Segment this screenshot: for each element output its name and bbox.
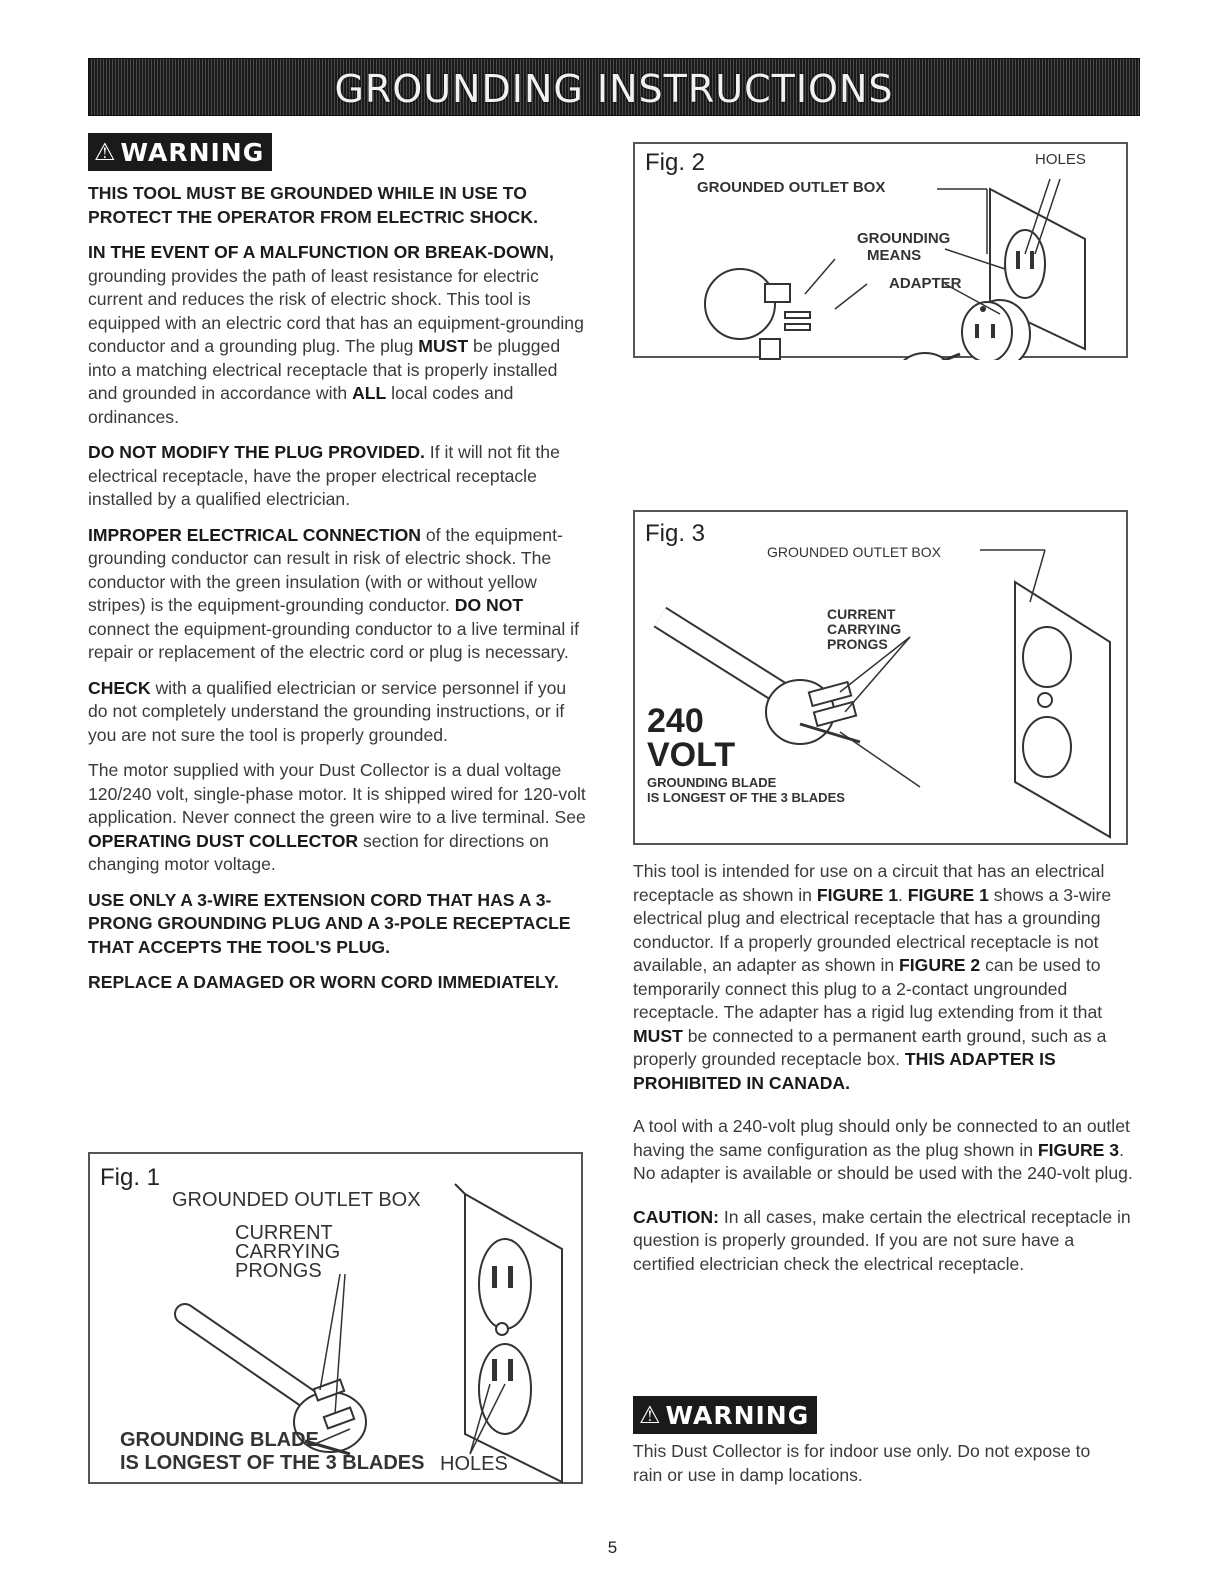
check-heading: CHECK	[88, 677, 151, 698]
figure-1-ref-2: FIGURE 1	[907, 884, 989, 905]
fig3-blade-label-1: GROUNDING BLADE	[647, 775, 777, 790]
caution-heading: CAUTION:	[633, 1206, 720, 1227]
improper-connection-heading: IMPROPER ELECTRICAL CONNECTION	[88, 524, 421, 545]
check-paragraph	[88, 677, 588, 748]
do-not-emphasis: DO NOT	[454, 595, 524, 615]
title-banner	[88, 58, 1140, 116]
adapter-text-2: .	[898, 884, 908, 905]
adapter-text-3: shows a 3-wire electrical plug and electrical receptacle that has a grounding conductor. If a properly grounded electrical receptacle is not available, an adapter as shown in	[633, 884, 1112, 975]
motor-paragraph	[88, 759, 588, 877]
malfunction-text-2: be plugged into a matching electrical receptacle that is properly installed and grounded in accordance with	[88, 336, 561, 403]
fig3-prongs-label: CURRENT CARRYING PRONGS	[827, 606, 902, 652]
modify-plug-paragraph	[88, 441, 588, 512]
warning-label-2: WARNING	[665, 1400, 810, 1430]
caution-paragraph	[633, 1206, 1133, 1277]
fig1-outlet-box-label: GROUNDED OUTLET BOX	[172, 1189, 421, 1211]
figure-3-ref: FIGURE 3	[1037, 1139, 1120, 1160]
left-column	[88, 182, 588, 1007]
malfunction-text: grounding provides the path of least resistance for electric current and reduces the risk of electric shock. This tool is equipped with an electric cord that has an equipment-grounding conductor and a grounding plug. The plug	[88, 265, 584, 356]
adapter-text-5: be connected to a permanent earth ground, such as a properly grounded receptacle box.	[633, 1025, 1107, 1069]
fig3-volt-word: VOLT	[647, 736, 736, 774]
canada-prohibition: THIS ADAPTER IS PROHIBITED IN CANADA.	[633, 1049, 1056, 1093]
fig1-holes-label: HOLES	[440, 1453, 508, 1475]
fig1-prongs-label: CURRENT CARRYING PRONGS	[235, 1222, 341, 1282]
figure-3	[633, 510, 1128, 845]
figure-3-label: Fig. 3	[645, 520, 706, 547]
fig2-means-label: MEANS	[867, 247, 922, 264]
must-emphasis-2: MUST	[633, 1025, 683, 1046]
improper-connection-text-2: connect the equipment-grounding conductor to a live terminal if repair or replacement of the electric cord or plug is necessary.	[88, 618, 579, 662]
malfunction-paragraph	[88, 241, 588, 429]
figure-2-label: Fig. 2	[645, 149, 706, 176]
warning-triangle-icon: ⚠	[94, 138, 117, 166]
operating-section-ref: OPERATING DUST COLLECTOR	[88, 830, 359, 851]
replace-cord-text: REPLACE A DAMAGED OR WORN CORD IMMEDIATELY.	[88, 972, 559, 992]
warning-triangle-icon: ⚠	[639, 1401, 662, 1429]
indoor-use-block	[633, 1440, 1113, 1499]
all-emphasis: ALL	[352, 383, 387, 403]
fig3-outlet-box-label: GROUNDED OUTLET BOX	[767, 544, 941, 560]
figure-1	[88, 1152, 583, 1484]
modify-plug-heading: DO NOT MODIFY THE PLUG PROVIDED.	[88, 442, 425, 462]
fig2-adapter-label: ADAPTER	[889, 275, 962, 292]
figure-2-ref: FIGURE 2	[899, 955, 981, 975]
page-title: GROUNDING INSTRUCTIONS	[334, 67, 894, 111]
malfunction-text-3: local codes and ordinances.	[88, 383, 514, 427]
improper-connection-paragraph	[88, 524, 588, 665]
volt-240-text: A tool with a 240-volt plug should only be connected to an outlet having the same configuration as the plug shown in	[633, 1116, 1130, 1160]
motor-text-2: section for directions on changing motor voltage.	[88, 830, 549, 874]
warning-badge	[88, 133, 272, 171]
fig3-volt-number: 240	[647, 702, 704, 740]
fig3-blade-label-2: IS LONGEST OF THE 3 BLADES	[647, 790, 845, 805]
caution-text: In all cases, make certain the electrical receptacle in question is properly grounded. If you are not sure have a certified electrician check the electrical receptacle.	[633, 1206, 1131, 1274]
fig1-blade-label-2: IS LONGEST OF THE 3 BLADES	[120, 1452, 425, 1474]
warning-badge-2	[633, 1396, 817, 1434]
page-number: 5	[607, 1538, 618, 1557]
adapter-text-4: can be used to temporarily connect this plug to a 2-contact ungrounded receptacle. The adapter has a rigid lug extending from it that	[633, 955, 1103, 1022]
figure-1-label: Fig. 1	[100, 1164, 161, 1191]
right-column	[633, 860, 1133, 1288]
malfunction-heading: IN THE EVENT OF A MALFUNCTION OR BREAK-DOWN,	[88, 242, 554, 262]
adapter-text: This tool is intended for use on a circuit that has an electrical receptacle as shown in	[633, 861, 1105, 905]
warning-label: WARNING	[120, 137, 265, 167]
motor-text: The motor supplied with your Dust Collector is a dual voltage 120/240 volt, single-phase motor. It is shipped wired for 120-volt application. Never connect the green wire to a live terminal. See	[88, 760, 586, 827]
figure-1-ref: FIGURE 1	[816, 884, 898, 905]
ground-warning-text: THIS TOOL MUST BE GROUNDED WHILE IN USE TO PROTECT THE OPERATOR FROM ELECTRIC SHOCK.	[88, 183, 538, 227]
check-text: with a qualified electrician or service personnel if you do not completely understand the grounding instructions, or if you are not sure the tool is properly grounded.	[88, 677, 567, 745]
extension-cord-text: USE ONLY A 3-WIRE EXTENSION CORD THAT HAS A 3-PRONG GROUNDING PLUG AND A 3-POLE RECEPTACLE THAT ACCEPTS THE TOOL'S PLUG.	[88, 889, 571, 957]
indoor-use-text: This Dust Collector is for indoor use only. Do not expose to rain or use in damp locations.	[633, 1441, 1091, 1485]
improper-connection-text: of the equipment-grounding conductor can result in risk of electric shock. The conductor with the green insulation (with or without yellow stripes) is the equipment-grounding conductor.	[88, 524, 563, 615]
must-emphasis: MUST	[418, 336, 469, 356]
adapter-paragraph	[633, 860, 1133, 1095]
fig2-outlet-box-label: GROUNDED OUTLET BOX	[697, 179, 886, 196]
volt-240-paragraph	[633, 1115, 1133, 1186]
volt-240-text-2: . No adapter is available or should be used with the 240-volt plug.	[633, 1139, 1133, 1183]
fig2-grounding-label: GROUNDING	[857, 230, 951, 247]
fig2-holes-label: HOLES	[1035, 151, 1086, 168]
fig1-blade-label-1: GROUNDING BLADE	[120, 1429, 319, 1451]
modify-plug-text: If it will not fit the electrical receptacle, have the proper electrical receptacle installed by a qualified electrician.	[88, 442, 560, 509]
figure-2	[633, 142, 1128, 358]
